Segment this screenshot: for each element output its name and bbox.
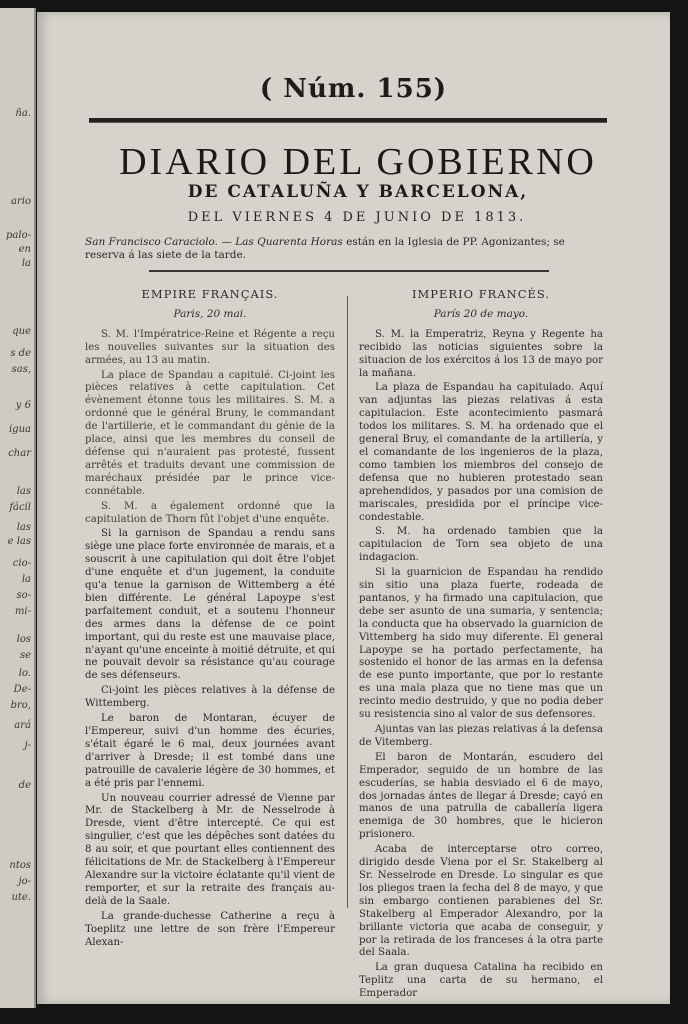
spanish-paragraph: S. M. ha ordenado tambien que la capitulacion de Torn sea objeto de una indagacion. (359, 526, 603, 564)
previous-page-fragment: mi- (14, 606, 31, 617)
issue-number: ( Núm. 155) (259, 74, 448, 104)
previous-page-fragment: y 6 (15, 400, 31, 411)
previous-page-fragment: e las (7, 536, 31, 547)
spanish-paragraph: S. M. la Emperatriz, Reyna y Regente ha recibido las noticias siguientes sobre la situacion de los exércitos á los 13 de mayo por la mañana. (359, 328, 603, 379)
french-dateline: Paris, 20 mai. (173, 307, 247, 320)
french-paragraph: Si la garnison de Spandau a rendu sans siège une place forte environnée de marais, et a souscrit à une capitulation qui doit être l'objet d'une enquête et d'un jugement, la conduite qu'a tenue la garnison de Wittemberg a été bien différente. Le général Lapoype s'est parfaitement conduit, et a soutenu l'honneur des armes dans la défense de ce point important, qui du reste est une mauvaise place, n'ayant qu'une enceinte à moitié détruite, et qui ne pouvait devoir sa résistance qu'au courage de ses défenseurs. (85, 528, 335, 682)
previous-page-fragment: ña. (15, 108, 31, 119)
saint-name: San Francisco Caraciolo. (85, 236, 219, 248)
spanish-paragraph: La plaza de Espandau ha capitulado. Aquí van adjuntas las piezas relativas á esta capitulacion. Este acontecimiento pasmará todos los militares. S. M. ha ordenado que el general Bruy, el comandante de la artillería, y el comandante de los ingenieros de la plaza, como tambien los miembros del consejo de defensa que no hubieren protestado sean aprehendidos, y pasados por una comision de mariscales, presidida por el príncipe vice-condestable. (359, 382, 603, 523)
previous-page-fragment: ará (14, 720, 31, 731)
french-paragraph: Le baron de Montaran, écuyer de l'Empereur, suivi d'un homme des écuries, s'était égaré le 6 mai, deux journées avant d'arriver à Dresde; il est tombé dans une patrouille de cavalerie légère de 30 hommes, et a été pris par l'ennemi. (85, 713, 335, 789)
previous-page-fragment: igua (8, 424, 31, 435)
previous-page-fragment: bro, (10, 700, 31, 711)
previous-page-fragment: ario (11, 196, 31, 207)
previous-page-fragment: jo- (18, 876, 31, 887)
section-rule (149, 270, 549, 272)
devotion-title: Las Quarenta Horas (235, 236, 343, 248)
previous-page-fragment: ute. (11, 892, 31, 903)
previous-page-fragment: lo. (18, 668, 31, 679)
spanish-paragraph: Si la guarnicion de Espandau ha rendido sin sitio una plaza fuerte, rodeada de pantanos, y ha firmado una capitulacion, que debe ser asunto de una sumaria, y sentencia; la conducta que ha observado la guarnicion de Vittemberg ha sido muy diferente. El general Lapoype se ha portado perfectamente, ha sostenido el honor de las armas en la defensa de ese punto importante, que por lo restante es una mala plaza que no tiene mas que un recinto medio destruido, y que no podia deber su resistencia sino al valor de sus defensores. (359, 567, 603, 721)
masthead-rule (89, 118, 607, 123)
french-column (85, 288, 335, 951)
dateline: DEL VIERNES 4 DE JUNIO DE 1813. (187, 210, 527, 225)
spanish-dateline: París 20 de mayo. (433, 307, 529, 320)
newspaper-title: DIARIO DEL GOBIERNO (119, 141, 597, 183)
french-paragraph: S. M. l'Impératrice-Reine et Régente a reçu les nouvelles suivantes sur la situation des armées, au 13 au matin. (85, 328, 335, 366)
column-divider (347, 296, 348, 908)
previous-page-fragment: sas, (11, 364, 31, 375)
previous-page-fragment: la (21, 258, 31, 269)
french-paragraph: La place de Spandau a capitulé. Ci-joint les pièces relatives à cette capitulation. Cet évènement étonne tous les militaires. S. M. a ordonné que le général Bruny, le commandant de l'artillerie, et le commandant du génie de la place, ainsi que les membres du conseil de défense qui n'auraient pas protesté, fussent arrêtés et traduits devant une commission de maréchaux présidée par le prince vice-connétable. (85, 369, 335, 497)
previous-page-fragment: De- (13, 684, 31, 695)
saint-of-day-notice (85, 236, 607, 262)
previous-page-fragment: las (16, 522, 31, 533)
devotion-text: están en la Iglesia de PP. Agonizantes; se reserva á las siete de la tarde. (85, 236, 565, 261)
previous-page-fragment: palo- (6, 230, 31, 241)
previous-page-fragment: s de (10, 348, 31, 359)
spanish-paragraph: El baron de Montarán, escudero del Emperador, seguido de un hombre de las escuderías, se habia desviado el 6 de mayo, dos jornadas ántes de llegar á Dresde; cayó en manos de una patrulla de caballería ligera enemiga de 30 hombres, que le hicieron prisionero. (359, 751, 603, 841)
previous-page-fragment: de (18, 780, 31, 791)
previous-page-edge (0, 8, 36, 1008)
spanish-paragraph: La gran duquesa Catalina ha recibido en Teplitz una carta de su hermano, el Emperador (359, 962, 603, 1000)
previous-page-fragment: las (16, 486, 31, 497)
previous-page-fragment: char (8, 448, 31, 459)
saint-separator: — (218, 236, 236, 248)
newspaper-subtitle: DE CATALUÑA Y BARCELONA, (187, 182, 529, 202)
previous-page-fragment: la (21, 574, 31, 585)
newspaper-page (37, 12, 670, 1004)
french-paragraph: Ci-joint les pièces relatives à la défense de Wittemberg. (85, 685, 335, 710)
previous-page-fragment: se (19, 650, 31, 661)
previous-page-fragment: los (16, 634, 31, 645)
previous-page-fragment: j- (24, 740, 31, 751)
previous-page-fragment: en (18, 244, 31, 255)
spanish-column (359, 288, 603, 1003)
previous-page-fragment: que (12, 326, 31, 337)
previous-page-fragment: fácil (9, 502, 31, 513)
french-paragraph: S. M. a également ordonné que la capitulation de Thorn fût l'objet d'une enquête. (85, 500, 335, 525)
spanish-heading: IMPERIO FRANCÉS. (411, 287, 551, 301)
previous-page-fragment: so- (16, 590, 31, 601)
french-paragraph: La grande-duchesse Catherine a reçu à Toeplitz une lettre de son frère l'Empereur Alexan- (85, 910, 335, 948)
previous-page-fragment: ntos (9, 860, 31, 871)
french-paragraph: Un nouveau courrier adressé de Vienne par Mr. de Stackelberg à Mr. de Nesselrode à Dresde, vient d'être intercepté. Ce qui est singulier, c'est que les dépêches sont datées du 8 au soir, et que pourtant elles contiennent des félicitations de Mr. de Stackelberg à l'Empereur Alexandre sur la victoire éclatante qu'il vient de remporter, et sur la retraite des français au-delà de la Saale. (85, 792, 335, 907)
spanish-paragraph: Acaba de interceptarse otro correo, dirigido desde Viena por el Sr. Stakelberg al Sr. Nesselrode en Dresde. Lo singular es que los pliegos traen la fecha del 8 de mayo, y que sin embargo contienen parabienes del Sr. Stakelberg al Emperador Alexandro, por la brillante victoria que acaba de conseguir, y por la retirada de los franceses á la otra parte del Saala. (359, 844, 603, 959)
spanish-paragraph: Ajuntas van las piezas relativas á la defensa de Vitemberg. (359, 724, 603, 748)
french-heading: EMPIRE FRANÇAIS. (141, 287, 279, 301)
previous-page-fragment: cio- (12, 558, 31, 569)
